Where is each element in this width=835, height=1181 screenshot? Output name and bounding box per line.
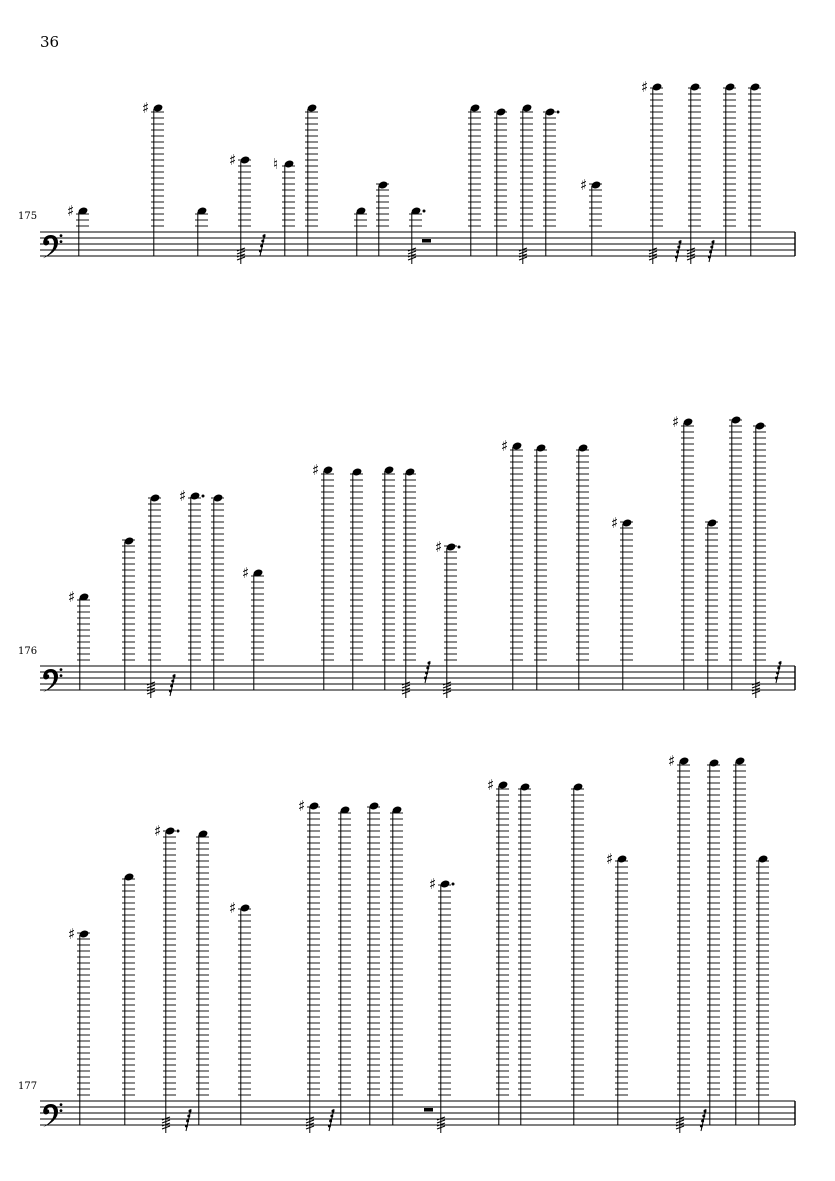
sharp-icon: ♯ bbox=[435, 538, 443, 556]
note bbox=[273, 155, 295, 256]
note bbox=[305, 103, 318, 256]
rest-flag bbox=[701, 1120, 704, 1123]
note bbox=[729, 415, 742, 690]
rest-flag bbox=[775, 677, 778, 680]
short-rest-icon bbox=[708, 240, 715, 262]
sharp-icon: ♯ bbox=[229, 151, 237, 169]
rest-flag bbox=[186, 1120, 189, 1123]
sharp-icon: ♯ bbox=[312, 461, 320, 479]
short-rest-icon bbox=[675, 240, 682, 262]
sharp-icon: ♯ bbox=[606, 850, 614, 868]
note bbox=[435, 538, 461, 698]
sharp-icon: ♯ bbox=[142, 99, 150, 117]
half-rest-icon bbox=[424, 1108, 433, 1112]
rest-flag bbox=[261, 240, 264, 243]
sharp-icon: ♯ bbox=[154, 822, 162, 840]
note bbox=[752, 421, 766, 698]
rest-flag bbox=[170, 685, 173, 688]
note bbox=[756, 854, 769, 1125]
short-rest-icon bbox=[259, 234, 266, 256]
rest-flag bbox=[710, 246, 713, 249]
augmentation-dot bbox=[202, 495, 205, 498]
note bbox=[179, 487, 205, 690]
note bbox=[707, 758, 720, 1125]
note bbox=[402, 467, 416, 698]
rest-flag bbox=[260, 245, 263, 248]
note bbox=[242, 564, 264, 690]
note bbox=[672, 413, 694, 690]
sharp-icon: ♯ bbox=[298, 797, 306, 815]
note bbox=[354, 206, 367, 256]
note bbox=[122, 536, 135, 690]
note bbox=[668, 752, 690, 1133]
sharp-icon: ♯ bbox=[487, 776, 495, 794]
note bbox=[390, 805, 403, 1125]
note bbox=[501, 437, 523, 690]
note bbox=[67, 202, 89, 256]
note bbox=[229, 151, 251, 264]
rest-flag bbox=[712, 241, 715, 244]
sharp-icon: ♯ bbox=[501, 437, 509, 455]
short-rest-icon bbox=[169, 674, 176, 696]
note bbox=[494, 107, 507, 256]
note bbox=[468, 103, 481, 256]
rest-flag bbox=[171, 680, 174, 683]
note bbox=[534, 443, 547, 690]
sharp-icon: ♯ bbox=[68, 925, 76, 943]
rest-flag bbox=[777, 667, 780, 670]
note bbox=[298, 797, 320, 1133]
sharp-icon: ♯ bbox=[668, 752, 676, 770]
short-rest-icon bbox=[185, 1109, 192, 1131]
note bbox=[211, 493, 224, 690]
note bbox=[705, 518, 718, 690]
rest-flag bbox=[328, 1125, 331, 1128]
note bbox=[733, 756, 746, 1125]
note bbox=[195, 206, 208, 256]
note bbox=[382, 465, 395, 690]
rest-flag bbox=[700, 1125, 703, 1128]
sharp-icon: ♯ bbox=[242, 564, 250, 582]
note bbox=[543, 107, 560, 256]
short-rest-icon bbox=[700, 1109, 707, 1131]
rest-flag bbox=[329, 1120, 332, 1123]
sharp-icon: ♯ bbox=[179, 487, 187, 505]
rest-flag bbox=[425, 672, 428, 675]
rest-flag bbox=[704, 1110, 707, 1113]
note bbox=[641, 78, 663, 264]
short-rest-icon bbox=[328, 1109, 335, 1131]
page-number: 36 bbox=[40, 33, 60, 51]
note bbox=[367, 801, 380, 1125]
note bbox=[312, 461, 334, 690]
rest-flag bbox=[779, 662, 782, 665]
note bbox=[122, 872, 135, 1125]
sharp-icon: ♯ bbox=[68, 588, 76, 606]
rest-flag bbox=[677, 246, 680, 249]
note bbox=[350, 467, 363, 690]
note bbox=[571, 782, 584, 1125]
rest-flag bbox=[173, 675, 176, 678]
sharp-icon: ♯ bbox=[67, 202, 75, 220]
sharp-icon: ♯ bbox=[229, 899, 237, 917]
rest-flag bbox=[189, 1110, 192, 1113]
note bbox=[229, 899, 251, 1125]
rest-flag bbox=[330, 1115, 333, 1118]
rest-flag bbox=[185, 1125, 188, 1128]
augmentation-dot bbox=[458, 546, 461, 549]
measure-number: 175 bbox=[18, 211, 38, 222]
note bbox=[519, 103, 533, 264]
note bbox=[68, 588, 90, 690]
augmentation-dot bbox=[452, 883, 455, 886]
rest-flag bbox=[702, 1115, 705, 1118]
note bbox=[338, 805, 351, 1125]
rest-flag bbox=[676, 251, 679, 254]
measure-number: 176 bbox=[18, 646, 38, 657]
staff-system-177 bbox=[18, 752, 795, 1133]
sharp-icon: ♯ bbox=[580, 176, 588, 194]
note bbox=[518, 782, 531, 1125]
note bbox=[611, 514, 633, 690]
rest-flag bbox=[259, 250, 262, 253]
rest-flag bbox=[424, 677, 427, 680]
augmentation-dot bbox=[177, 830, 180, 833]
augmentation-dot bbox=[557, 111, 560, 114]
note bbox=[748, 82, 761, 256]
sharp-icon: ♯ bbox=[641, 78, 649, 96]
note bbox=[408, 206, 426, 264]
note bbox=[376, 180, 389, 256]
sharp-icon: ♯ bbox=[672, 413, 680, 431]
rest-flag bbox=[776, 672, 779, 675]
half-rest-icon bbox=[422, 239, 431, 243]
note bbox=[429, 875, 455, 1133]
note bbox=[576, 443, 589, 690]
natural-icon: ♮ bbox=[273, 155, 279, 173]
note bbox=[487, 776, 509, 1125]
rest-flag bbox=[675, 256, 678, 259]
note bbox=[196, 829, 209, 1125]
staff-system-175 bbox=[18, 78, 795, 264]
measure-number: 177 bbox=[18, 1081, 38, 1092]
rest-flag bbox=[679, 241, 682, 244]
augmentation-dot bbox=[423, 210, 426, 213]
note bbox=[723, 82, 736, 256]
note bbox=[606, 850, 628, 1125]
rest-flag bbox=[263, 235, 266, 238]
rest-flag bbox=[428, 662, 431, 665]
sharp-icon: ♯ bbox=[611, 514, 619, 532]
rest-flag bbox=[426, 667, 429, 670]
sharp-icon: ♯ bbox=[429, 875, 437, 893]
rest-flag bbox=[169, 690, 172, 693]
rest-flag bbox=[187, 1115, 190, 1118]
staff-system-176 bbox=[18, 413, 795, 698]
note bbox=[687, 82, 701, 264]
note bbox=[68, 925, 90, 1125]
rest-flag bbox=[332, 1110, 335, 1113]
rest-flag bbox=[709, 251, 712, 254]
note bbox=[154, 822, 180, 1133]
rest-flag bbox=[708, 256, 711, 259]
note bbox=[147, 493, 161, 698]
